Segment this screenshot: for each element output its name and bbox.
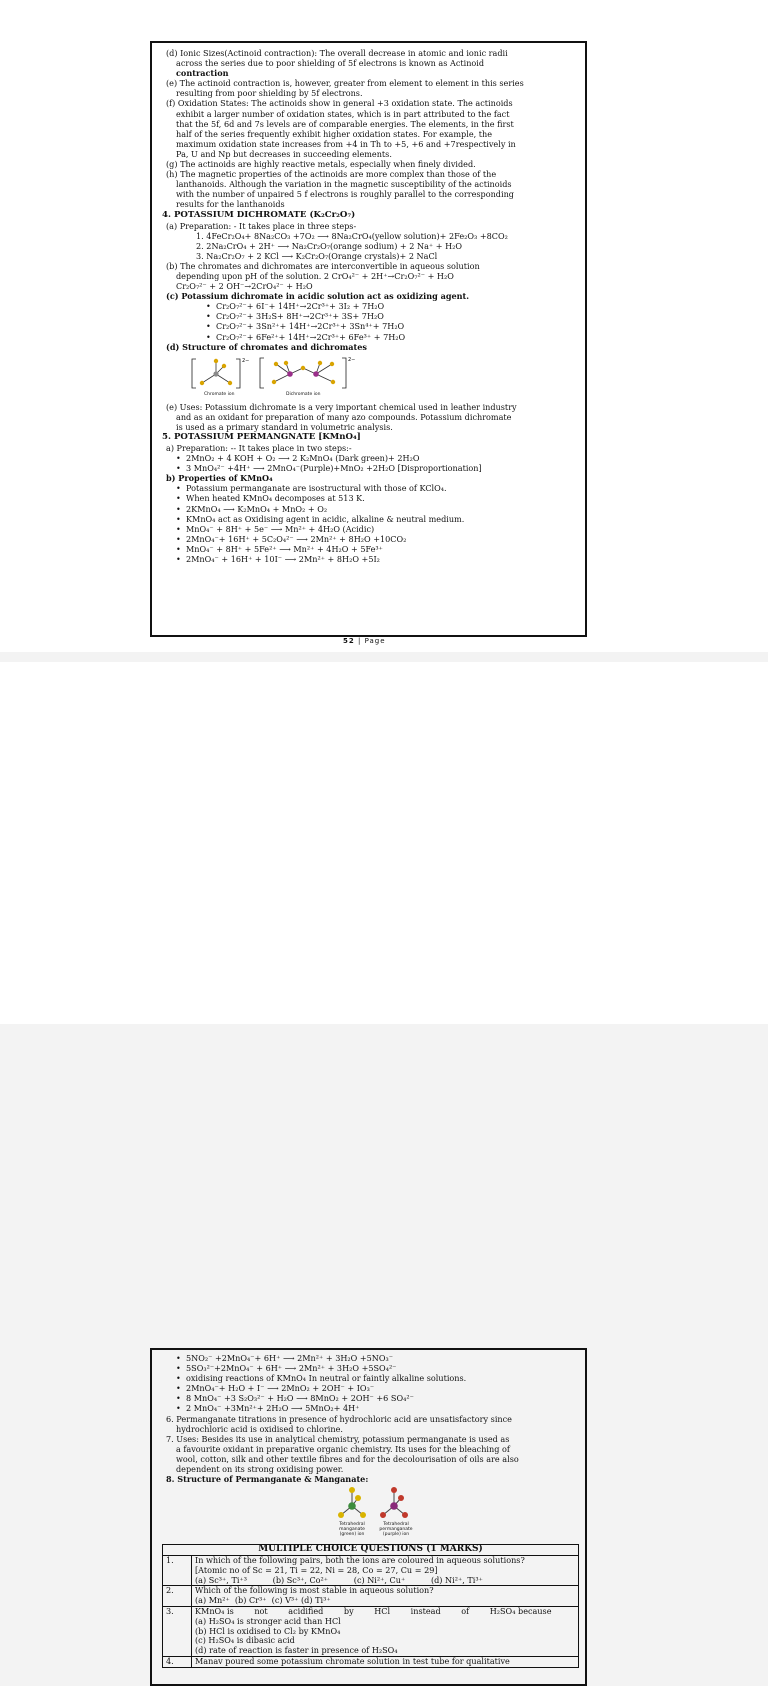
permanganate-caption: Tetrahedral permanganate (purple) ion [379,1522,413,1538]
text-line: • 5NO₂⁻ +2MnO₄⁻+ 6H⁺ ⟶ 2Mn²⁺ + 3H₂O +5NO₃⁻ [162,1353,579,1363]
page-sheet-2 [0,662,768,1666]
text-line: (g) The actinoids are highly reactive metals, especially when finely divided. [166,159,476,170]
question-line: (c) H₂SO₄ is dibasic acid [195,1635,295,1646]
text-line: 3. Na₂Cr₂O₇ + 2 KCl ⟶ K₂Cr₂O₇(Orange crystals)+ 2 NaCl [196,250,438,261]
text-line: and as an oxidant for preparation of many azo compounds. Potassium dichromate [176,411,512,422]
page2-text-block [162,1353,579,1484]
text-line: dependent on its strong oxidising power. [176,1464,344,1475]
question-number: 3. [163,1607,192,1657]
chromate-caption: Chromate ion [204,391,235,397]
text-line: (f) Oxidation States: The actinoids show in general +3 oxidation state. The actinoids [166,98,513,109]
mcq-question-row [163,1586,579,1607]
text-line: b) Properties of KMnO₄ [166,473,273,484]
page-word: Page [364,637,386,645]
mcq-title: MULTIPLE CHOICE QUESTIONS (1 MARKS) [163,1545,579,1556]
question-line: (a) H₂SO₄ is stronger acid than HCl [195,1615,341,1626]
text-line: is used as a primary standard in volumetric analysis. [176,421,393,432]
question-number: 2. [163,1586,192,1607]
question-line: Manav poured some potassium chromate solution in test tube for qualitative [195,1655,510,1666]
text-line: 2. 2Na₂CrO₄ + 2H⁺ ⟶ Na₂Cr₂O₇(orange sodium) + 2 Na⁺ + H₂O [196,240,463,251]
question-line: KMnO₄ is not acidified by HCl instead of H₂SO₄ because [195,1606,552,1616]
text-line: (b) The chromates and dichromates are interconvertible in aqueous solution [166,260,480,271]
page1-text-block-a [162,48,579,352]
text-line: 7. Uses: Besides its use in analytical chemistry, potassium permanganate is used as [166,1433,510,1444]
text-line: (a) Preparation: - It takes place in three steps- [166,220,357,231]
text-line: 6. Permanganate titrations in presence of hydrochloric acid are unsatisfactory since [166,1413,512,1424]
chromate-structures-figure [186,354,579,400]
text-line: • MnO₄⁻ + 8H⁺ + 5Fe²⁺ ⟶ Mn²⁺ + 4H₂O + 5Fe³⁺ [162,544,579,554]
dichromate-caption: Dichromate ion [286,391,321,397]
page-sheet-1 [0,0,768,652]
text-line: • 2 MnO₄⁻ +3Mn²⁺+ 2H₂O ⟶ 5MnO₂+ 4H⁺ [162,1403,579,1413]
text-line: • When heated KMnO₄ decomposes at 513 K. [162,493,579,503]
text-line: (e) Uses: Potassium dichromate is a very important chemical used in leather industry [166,401,517,412]
text-line: across the series due to poor shielding of 5f electrons is known as Actinoid [176,58,485,69]
text-line: (h) The magnetic properties of the actinoids are more complex than those of the [166,169,497,180]
question-text [192,1556,579,1586]
text-line: half of the series frequently exhibit higher oxidation states. For example, the [176,128,493,139]
text-line: maximum oxidation state increases from +4 in Th to +5, +6 and +7respectively in [176,138,516,149]
text-line: • Cr₂O₇²⁻+ 6Fe²⁺+ 14H⁺→2Cr³⁺+ 6Fe³⁺ + 7H₂O [162,332,579,342]
text-line: hydrochloric acid is oxidised to chlorine. [176,1423,343,1434]
svg-text:2−: 2− [348,356,356,363]
question-line: (a) Sc³⁺, Ti⁺³ (b) Sc³⁺, Co²⁺ (c) Ni²⁺, Cu⁺ (d) Ni²⁺, Ti³⁺ [195,1574,483,1585]
text-line: a) Preparation: -- It takes place in two steps:- [166,443,352,453]
text-line: 4. POTASSIUM DICHROMATE (K₂Cr₂O₇) [162,209,356,220]
question-line: In which of the following pairs, both the ions are coloured in aqueous solutions? [195,1555,525,1566]
question-line: (b) HCl is oxidised to Cl₂ by KMnO₄ [195,1625,341,1636]
text-line: • Cr₂O₇²⁻+ 3H₂S+ 8H⁺→2Cr³⁺+ 3S+ 7H₂O [162,311,579,321]
text-line: • Potassium permanganate are isostructural with those of KClO₄. [162,483,579,493]
page-frame-2 [150,1348,587,1686]
question-text [192,1607,579,1657]
text-line: 8. Structure of Permanganate & Manganate: [166,1474,369,1485]
text-line: • MnO₄⁻ + 8H⁺ + 5e⁻ ⟶ Mn²⁺ + 4H₂O (Acidic) [162,524,579,534]
text-line: (d) Structure of chromates and dichromates [166,341,367,352]
text-line: • oxidising reactions of KMnO₄ In neutral or faintly alkaline solutions. [162,1373,579,1383]
text-line: • Cr₂O₇²⁻+ 3Sn²⁺+ 14H⁺→2Cr³⁺+ 3Sn⁴⁺+ 7H₂O [162,321,579,331]
text-line: • 2MnO₄⁻+ H₂O + I⁻ ⟶ 2MnO₂ + 2OH⁻ + IO₃⁻ [162,1383,579,1393]
text-line: 1. 4FeCr₂O₄+ 8Na₂CO₃ +7O₂ ⟶ 8Na₂CrO₄(yellow solution)+ 2Fe₂O₃ +8CO₂ [196,230,508,241]
text-line: • 2MnO₄⁻+ 16H⁺ + 5C₂O₄²⁻ ⟶ 2Mn²⁺ + 8H₂O +10CO₂ [162,534,579,544]
text-line: Cr₂O₇²⁻ + 2 OH⁻→2CrO₄²⁻ + H₂O [176,281,313,292]
text-line: • Cr₂O₇²⁻+ 6I⁻+ 14H⁺→2Cr³⁺+ 3I₂ + 7H₂O [162,301,579,311]
question-line: (d) rate of reaction is faster in presence of H₂SO₄ [195,1645,398,1656]
question-line: Which of the following is most stable in aqueous solution? [195,1585,434,1596]
text-line: • 2MnO₄⁻ + 16H⁺ + 10I⁻ ⟶ 2Mn²⁺ + 8H₂O +5I₂ [162,554,579,564]
question-line: (a) Mn²⁺ (b) Cr³⁺ (c) V³⁺ (d) Ti³⁺ [195,1595,331,1606]
text-line: • 3 MnO₄²⁻ +4H⁺ ⟶ 2MnO₄⁻(Purple)+MnO₂ +2H₂O [Disproportionation] [162,463,579,473]
page1-text-block-b [162,402,579,564]
text-line: • 5SO₃²⁻+2MnO₄⁻ + 6H⁺ ⟶ 2Mn²⁺ + 3H₂O +5SO₄²⁻ [162,1363,579,1373]
text-line: 5. POTASSIUM PERMANGNATE [KMnO₄] [162,432,361,442]
text-line: wool, cotton, silk and other textile fibres and for the decolourisation of oils are also [176,1453,519,1464]
question-number: 1. [163,1556,192,1586]
page-number: 52 [343,637,355,645]
text-line: results for the lanthanoids [176,199,285,210]
text-line: a favourite oxidant in preparative organic chemistry. Its uses for the bleaching of [176,1443,510,1454]
page-footer: 52 | Page [343,637,386,645]
mcq-table [162,1544,579,1668]
manganate-caption: Tetrahedral manganate (green) ion [339,1522,365,1538]
text-line: exhibit a larger number of oxidation states, which is in part attributed to the fact [176,108,510,119]
text-line: (c) Potassium dichromate in acidic solution act as oxidizing agent. [166,291,470,302]
text-line: • KMnO₄ act as Oxidising agent in acidic, alkaline & neutral medium. [162,514,579,524]
svg-text:2−: 2− [242,357,250,364]
text-line: contraction [176,68,229,79]
question-text [192,1586,579,1607]
text-line: (d) Ionic Sizes(Actinoid contraction): The overall decrease in atomic and ionic radii [166,48,508,58]
question-number: 4. [163,1656,192,1667]
text-line: • 8 MnO₄⁻ +3 S₂O₃²⁻ + H₂O ⟶ 8MnO₂ + 2OH⁻ +6 SO₄²⁻ [162,1393,579,1403]
text-line: with the number of unpaired 5 f electrons is roughly parallel to the corresponding [176,189,514,200]
text-line: that the 5f, 6d and 7s levels are of comparable energies. The elements, in the first [176,118,514,129]
question-line: [Atomic no of Sc = 21, Ti = 22, Ni = 28, Co = 27, Cu = 29] [195,1564,438,1575]
mcq-question-row [163,1607,579,1657]
text-line: depending upon pH of the solution. 2 CrO₄²⁻ + 2H⁺→Cr₂O₇²⁻ + H₂O [176,270,454,281]
text-line: lanthanoids. Although the variation in the magnetic susceptibility of the actinoids [176,179,512,190]
mcq-question-row [163,1556,579,1586]
mcq-question-row [163,1656,579,1667]
question-text [192,1656,579,1667]
permanganate-structures-figure [332,1486,579,1542]
page-frame-1 [150,41,587,637]
text-line: • 2MnO₂ + 4 KOH + O₂ ⟶ 2 K₂MnO₄ (Dark green)+ 2H₂O [162,453,579,463]
text-line: resulting from poor shielding by 5f electrons. [176,88,363,99]
text-line: (e) The actinoid contraction is, however, greater from element to element in this series [166,78,524,89]
text-line: • 2KMnO₄ ⟶ K₂MnO₄ + MnO₂ + O₂ [162,504,579,514]
text-line: Pa, U and Np but decreases in succeeding elements. [176,148,392,159]
